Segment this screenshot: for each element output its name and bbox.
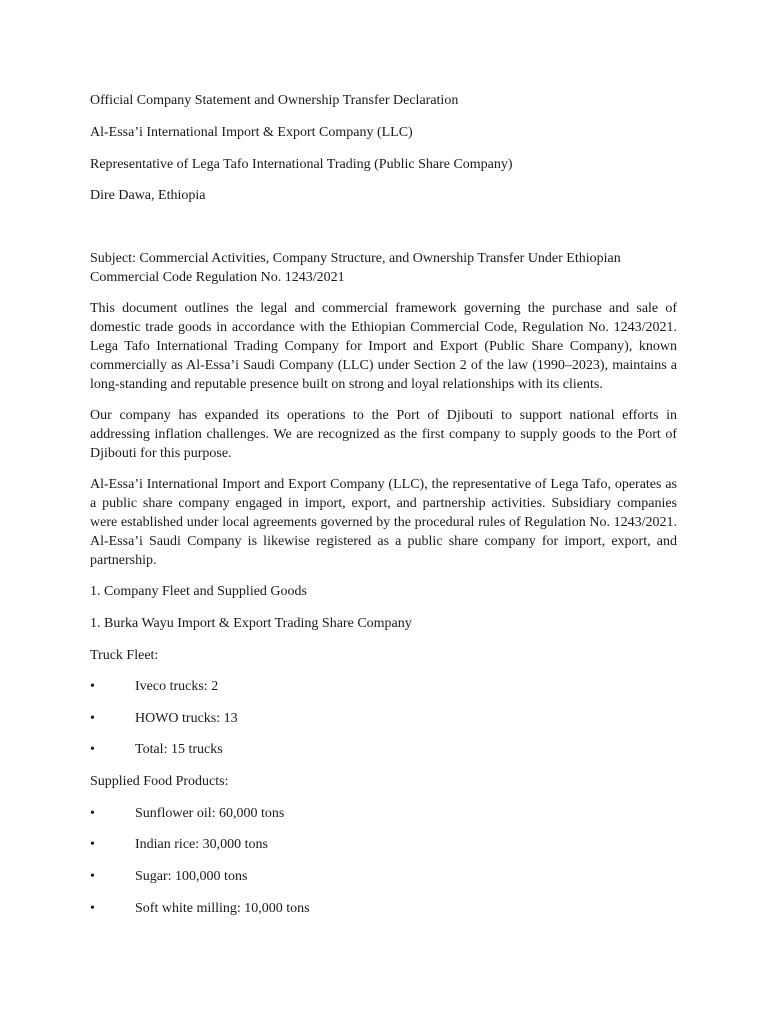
fleet-item: HOWO trucks: 13 xyxy=(135,711,238,726)
list-item xyxy=(90,740,677,759)
list-item xyxy=(90,677,677,696)
fleet-item: Iveco trucks: 2 xyxy=(135,679,219,694)
paragraph-structure: Al-Essa’i International Import and Export Company (LLC), the representative of Lega Tafo, operates as a public share company engaged in import, export, and partnership activities. Subsidiary companies were established under local agreements governed by the procedural rules of Regulation No. 1243/2021. Al-Essa’i Saudi Company is likewise registered as a public share company for import, export, and partnership. xyxy=(90,477,677,568)
list-item xyxy=(90,867,677,886)
fleet-item: Total: 15 trucks xyxy=(135,742,223,757)
product-item: Soft white milling: 10,000 tons xyxy=(135,901,310,916)
subsection-heading: 1. Burka Wayu Import & Export Trading Share Company xyxy=(90,616,412,631)
bullet-icon: • xyxy=(90,869,95,884)
section-heading: 1. Company Fleet and Supplied Goods xyxy=(90,584,307,599)
list-item xyxy=(90,835,677,854)
paragraph-djibouti: Our company has expanded its operations to the Port of Djibouti to support national efforts in addressing inflation challenges. We are recognized as the first company to supply goods to the Port of Djibouti for this purpose. xyxy=(90,408,677,461)
location-line: Dire Dawa, Ethiopia xyxy=(90,188,206,203)
product-item: Indian rice: 30,000 tons xyxy=(135,837,268,852)
bullet-icon: • xyxy=(90,901,95,916)
product-item: Sugar: 100,000 tons xyxy=(135,869,248,884)
representative-line: Representative of Lega Tafo International Trading (Public Share Company) xyxy=(90,157,513,172)
product-item: Sunflower oil: 60,000 tons xyxy=(135,806,285,821)
bullet-icon: • xyxy=(90,711,95,726)
bullet-icon: • xyxy=(90,742,95,757)
products-label: Supplied Food Products: xyxy=(90,774,229,789)
list-item xyxy=(90,899,677,918)
list-item xyxy=(90,804,677,823)
document-title: Official Company Statement and Ownership Transfer Declaration xyxy=(90,93,459,108)
company-name: Al-Essa’i International Import & Export Company (LLC) xyxy=(90,125,413,140)
fleet-label: Truck Fleet: xyxy=(90,648,159,663)
bullet-icon: • xyxy=(90,806,95,821)
list-item xyxy=(90,709,677,728)
paragraph-intro: This document outlines the legal and commercial framework governing the purchase and sale of domestic trade goods in accordance with the Ethiopian Commercial Code, Regulation No. 1243/2021. Lega Tafo International Trading Company for Import and Export (Public Share Company), known commercially as Al-Essa’i Saudi Company (LLC) under Section 2 of the law (1990–2023), maintains a long-standing and reputable presence built on strong and loyal relationships with its clients. xyxy=(90,301,677,392)
bullet-icon: • xyxy=(90,837,95,852)
bullet-icon: • xyxy=(90,679,95,694)
subject-line: Subject: Commercial Activities, Company Structure, and Ownership Transfer Under Ethiopian Commercial Code Regulation No. 1243/2021 xyxy=(90,251,621,285)
